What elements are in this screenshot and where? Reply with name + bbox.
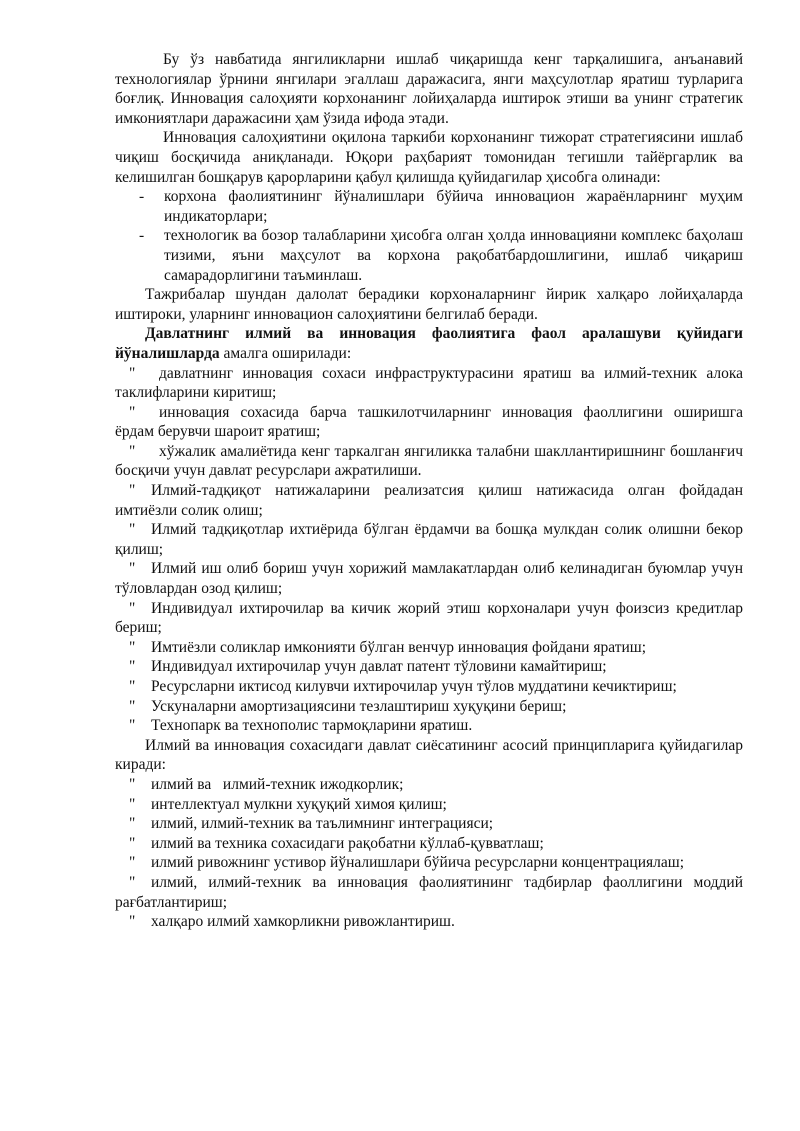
- list-item: [115, 187, 743, 226]
- list-item: [115, 716, 743, 736]
- list-item: [115, 599, 743, 638]
- quote-marker: ": [129, 815, 136, 833]
- quote-marker: ": [129, 873, 136, 891]
- list-item-text: Илмий иш олиб бориш учун хорижий мамлакатлардан олиб келинадиган буюмлар учун тўловлардан озод қилиш;: [115, 560, 743, 598]
- list-item: [115, 559, 743, 598]
- quote-marker: ": [129, 560, 136, 578]
- bold-heading: Давлатнинг илмий ва инновация фаолиятига фаол аралашуви қуйидаги йўналишларда: [115, 325, 743, 362]
- heading-continuation: амалга оширилади:: [219, 344, 352, 362]
- quote-marker: ": [129, 658, 136, 676]
- list-item-text: илмий ва техника сохасидаги рақобатни кўллаб-қувватлаш;: [151, 834, 544, 852]
- quote-marker: ": [129, 482, 136, 500]
- list-item-text: технологик ва бозор талабларини ҳисобга олган ҳолда инновацияни комплекс баҳолаш тизими, яъни маҳсулот ва корхона рақобатбардошлигини, ишлаб чиқариш самарадорлигини таъминлаш.: [164, 227, 743, 284]
- list-item-text: Ускуналарни амортизациясини тезлаштириш хуқуқини бериш;: [151, 697, 567, 715]
- list-item: [115, 403, 743, 442]
- quote-marker: ": [129, 599, 136, 617]
- list-item: [115, 364, 743, 403]
- list-item: [115, 697, 743, 717]
- list-item: [115, 226, 743, 285]
- list-item-text: Ресурсларни иктисод килувчи ихтирочилар учун тўлов муддатини кечиктириш;: [151, 678, 677, 695]
- list-item: [115, 520, 743, 559]
- list-item: [115, 638, 743, 658]
- list-item: [115, 442, 743, 481]
- list-item-text: интеллектуал мулкни хуқуқий химоя қилиш;: [151, 795, 447, 813]
- list-item: [115, 481, 743, 520]
- paragraph-experience: Тажрибалар шундан далолат берадики корхоналарнинг йирик халқаро лойиҳаларда иштироки, уларнинг инновацион салоҳиятини белгилаб беради.: [115, 286, 743, 323]
- quote-marker: ": [129, 795, 136, 813]
- quote-marker: ": [129, 638, 136, 656]
- quote-marker: ": [129, 403, 136, 421]
- list-item-text: илмий, илмий-техник ва таълимнинг интеграцияси;: [151, 815, 494, 833]
- quote-marker: ": [129, 854, 136, 872]
- list-item-text: инновация сохасида барча ташкилотчиларнинг инновация фаоллигини оширишга ёрдам берувчи шароит яратиш;: [115, 403, 743, 441]
- quote-marker: ": [129, 697, 136, 715]
- list-item: [115, 795, 743, 815]
- paragraph-principles: Илмий ва инновация сохасидаги давлат сиёсатининг асосий принципларига қуйидагилар киради:: [115, 736, 743, 774]
- list-item-text: илмий ва илмий-техник ижодкорлик;: [151, 775, 404, 793]
- quote-marker: ": [129, 364, 136, 382]
- paragraph-state-intervention: [115, 324, 743, 363]
- quote-marker: ": [129, 678, 136, 695]
- list-item-text: Илмий тадқиқотлар ихтиёрида бўлган ёрдамчи ва бошқа мулкдан солик олишни бекор қилиш;: [115, 521, 743, 558]
- quote-marker: ": [129, 442, 136, 460]
- dash-marker: -: [139, 188, 145, 206]
- list-item: [115, 775, 743, 795]
- list-item-text: Имтиёзли соликлар имконияти бўлган венчур инновация фойдани яратиш;: [151, 638, 647, 656]
- list-item-text: илмий ривожнинг устивор йўналишлари бўйича ресурсларни концентрациялаш;: [151, 854, 684, 872]
- list-item-text: хўжалик амалиётида кенг таркалган янгиликка талабни шакллантиришнинг бошланғич босқичи учун давлат ресурслари ажратилиши.: [115, 442, 743, 480]
- dash-marker: -: [139, 227, 145, 245]
- document-page: [115, 50, 743, 932]
- quote-marker: ": [129, 717, 136, 735]
- paragraph-innovation-potential: Инновация салоҳиятини оқилона таркиби корхонанинг тижорат стратегиясини ишлаб чиқиш босқичида аниқланади. Юқори раҳбарият томонидан тегишли тайёргарлик ва келишилган бошқарув қарорларини қабул қилишда қуйидагилар ҳисобга олинади:: [115, 129, 743, 186]
- list-item-text: Технопарк ва технополис тармоқларини яратиш.: [151, 717, 473, 735]
- paragraph-intro: Бу ўз навбатида янгиликларни ишлаб чиқаришда кенг тарқалишига, анъанавий технологиялар ўрнини янгилари эгаллаш даражасига, янги маҳсулотлар яратиш турларига боғлиқ. Инновация салоҳияти корхонанинг лойиҳаларда иштирок этиши ва унинг стратегик имкониятлари даражасини ҳам ўзида ифода этади.: [115, 51, 743, 127]
- list-item-text: Илмий-тадқиқот натижаларини реализатсия қилиш натижасида олган фойдадан имтиёзли солик олиш;: [115, 482, 743, 519]
- list-item-text: илмий, илмий-техник ва инновация фаолиятининг тадбирлар фаоллигини моддий рағбатлантириш;: [115, 873, 743, 911]
- list-item: [115, 657, 743, 677]
- quote-marker: ": [129, 775, 136, 793]
- list-item-text: давлатнинг инновация сохаси инфраструктурасини яратиш ва илмий-техник алока таклифларини киритиш;: [115, 364, 743, 402]
- list-item: [115, 677, 743, 697]
- list-item: [115, 853, 743, 873]
- quote-marker: ": [129, 521, 136, 539]
- list-item-text: корхона фаолиятининг йўналишлари бўйича инновацион жараёнларнинг муҳим индикаторлари;: [164, 188, 743, 225]
- list-item-text: Индивидуал ихтирочилар учун давлат патент тўловини камайтириш;: [151, 658, 607, 676]
- list-item-text: халқаро илмий хамкорликни ривожлантириш.: [151, 913, 455, 931]
- quote-marker: ": [129, 913, 136, 931]
- list-item: [115, 834, 743, 854]
- list-item: [115, 912, 743, 932]
- list-item: [115, 814, 743, 834]
- quote-marker: ": [129, 834, 136, 852]
- list-item-text: Индивидуал ихтирочилар ва кичик жорий этиш корхоналари учун фоизсиз кредитлар бериш;: [115, 599, 743, 637]
- list-item: [115, 873, 743, 912]
